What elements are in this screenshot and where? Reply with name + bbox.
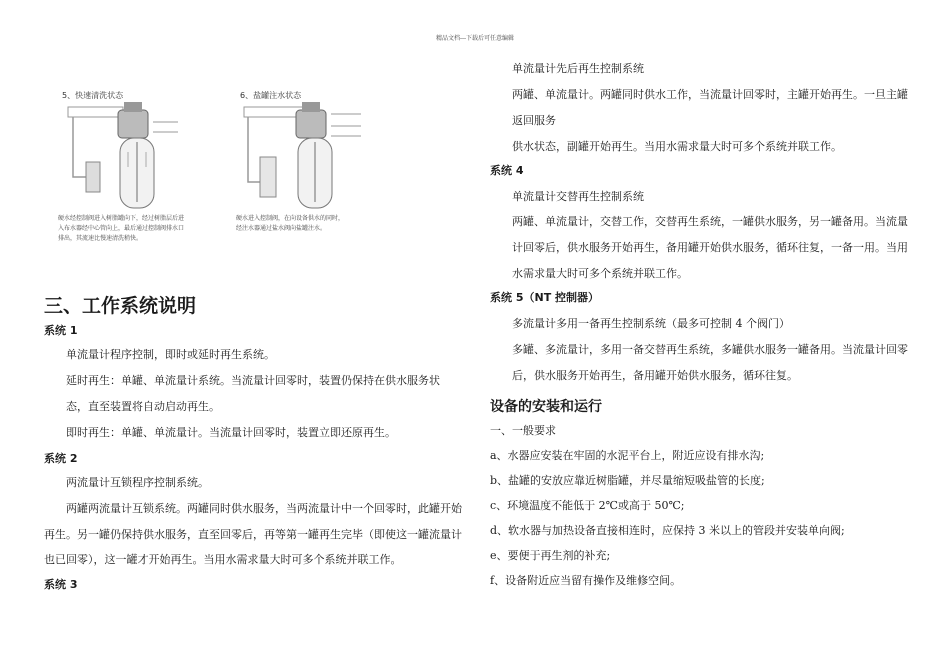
paragraph-line: 即时再生：单罐、单流量计。当流量计回零时，装置立即还原再生。	[66, 426, 396, 439]
paragraph-line: 两流量计互锁程序控制系统。	[66, 476, 209, 489]
paragraph-line: 再生。另一罐仍保持供水服务，直至回零后，再等第一罐再生完毕（即使这一罐流量计	[44, 528, 462, 541]
figure-title: 6、盐罐注水状态	[240, 91, 302, 100]
system-1-label: 系统 1	[44, 324, 78, 337]
paragraph-line: 两罐、单流量计，交替工作，交替再生系统，一罐供水服务，另一罐备用。当流量	[512, 215, 908, 228]
paragraph-line: 单流量计先后再生控制系统	[512, 62, 644, 75]
paragraph-line: 两罐、单流量计。两罐同时供水工作，当流量计回零时，主罐开始再生。一旦主罐	[512, 88, 908, 101]
install-line: b、盐罐的安放应靠近树脂罐，并尽量缩短吸盐管的长度;	[490, 474, 765, 487]
system-3-label: 系统 3	[44, 578, 78, 591]
paragraph-line: 供水状态，副罐开始再生。当用水需求量大时可多个系统并联工作。	[512, 140, 842, 153]
paragraph-line: 后，供水服务开始再生，备用罐开始供水服务，循环往复。	[512, 369, 798, 382]
fast-rinse-diagram	[58, 102, 228, 212]
figure-caption-line: 排出，其流速比慢速清洗稍快。	[58, 235, 143, 242]
install-line: e、要便于再生剂的补充;	[490, 549, 611, 562]
paragraph-line: 多流量计多用一备再生控制系统（最多可控制 4 个阀门）	[512, 317, 790, 330]
page-header: 精品文档---下载后可任意编辑	[435, 35, 515, 42]
paragraph-line: 水需求量大时可多个系统并联工作。	[512, 267, 688, 280]
paragraph-line: 态，直至装置将自动启动再生。	[66, 400, 220, 413]
system-4-label: 系统 4	[490, 164, 524, 177]
figure-row	[54, 90, 454, 260]
install-line: c、环境温度不能低于 2℃或高于 50℃;	[490, 499, 685, 512]
install-line: d、软水器与加热设备直接相连时，应保持 3 米以上的管段并安装单向阀;	[490, 524, 845, 537]
install-line: f、设备附近应当留有操作及维修空间。	[490, 574, 682, 587]
system-5-label: 系统 5（NT 控制器）	[490, 291, 600, 304]
system-2-label: 系统 2	[44, 452, 78, 465]
figure-brine-refill	[232, 90, 412, 255]
paragraph-line: 也已回零），这一罐才开始再生。当用水需求量大时可多个系统并联工作。	[44, 553, 402, 566]
paragraph-line: 返回服务	[512, 114, 556, 127]
install-line: a、水器应安装在牢固的水泥平台上，附近应设有排水沟;	[490, 449, 765, 462]
paragraph-line: 两罐两流量计互锁系统。两罐同时供水服务，当两流量计中一个回零时，此罐开始	[66, 502, 462, 515]
figure-caption-line: 经注水器通过盐水阀向盐罐注水。	[236, 225, 327, 232]
paragraph-line: 单流量计程序控制，即时或延时再生系统。	[66, 348, 275, 361]
paragraph-line: 单流量计交替再生控制系统	[512, 190, 644, 203]
install-line: 一、一般要求	[490, 424, 556, 437]
figure-title: 5、快速清洗状态	[62, 91, 124, 100]
figure-caption-line: 硬水进入控制阀，在向设备供水的同时，	[236, 215, 345, 222]
figure-fast-rinse	[54, 90, 234, 255]
paragraph-line: 计回零后，供水服务开始再生，备用罐开始供水服务，循环往复，一备一用。当用	[512, 241, 908, 254]
paragraph-line: 多罐、多流量计，多用一备交替再生系统，多罐供水服务一罐备用。当流量计回零	[512, 343, 908, 356]
figure-caption-line: 硬水经控制阀进入树脂罐向下，经过树脂层后进	[58, 215, 185, 222]
brine-refill-diagram	[236, 102, 406, 212]
install-section-title: 设备的安装和运行	[490, 399, 602, 415]
paragraph-line: 延时再生：单罐、单流量计系统。当流量计回零时，装置仍保持在供水服务状	[66, 374, 440, 387]
section-title: 三、工作系统说明	[44, 295, 197, 317]
figure-caption-line: 入布水器经中心管向上，最后通过控制阀排水口	[58, 225, 185, 232]
